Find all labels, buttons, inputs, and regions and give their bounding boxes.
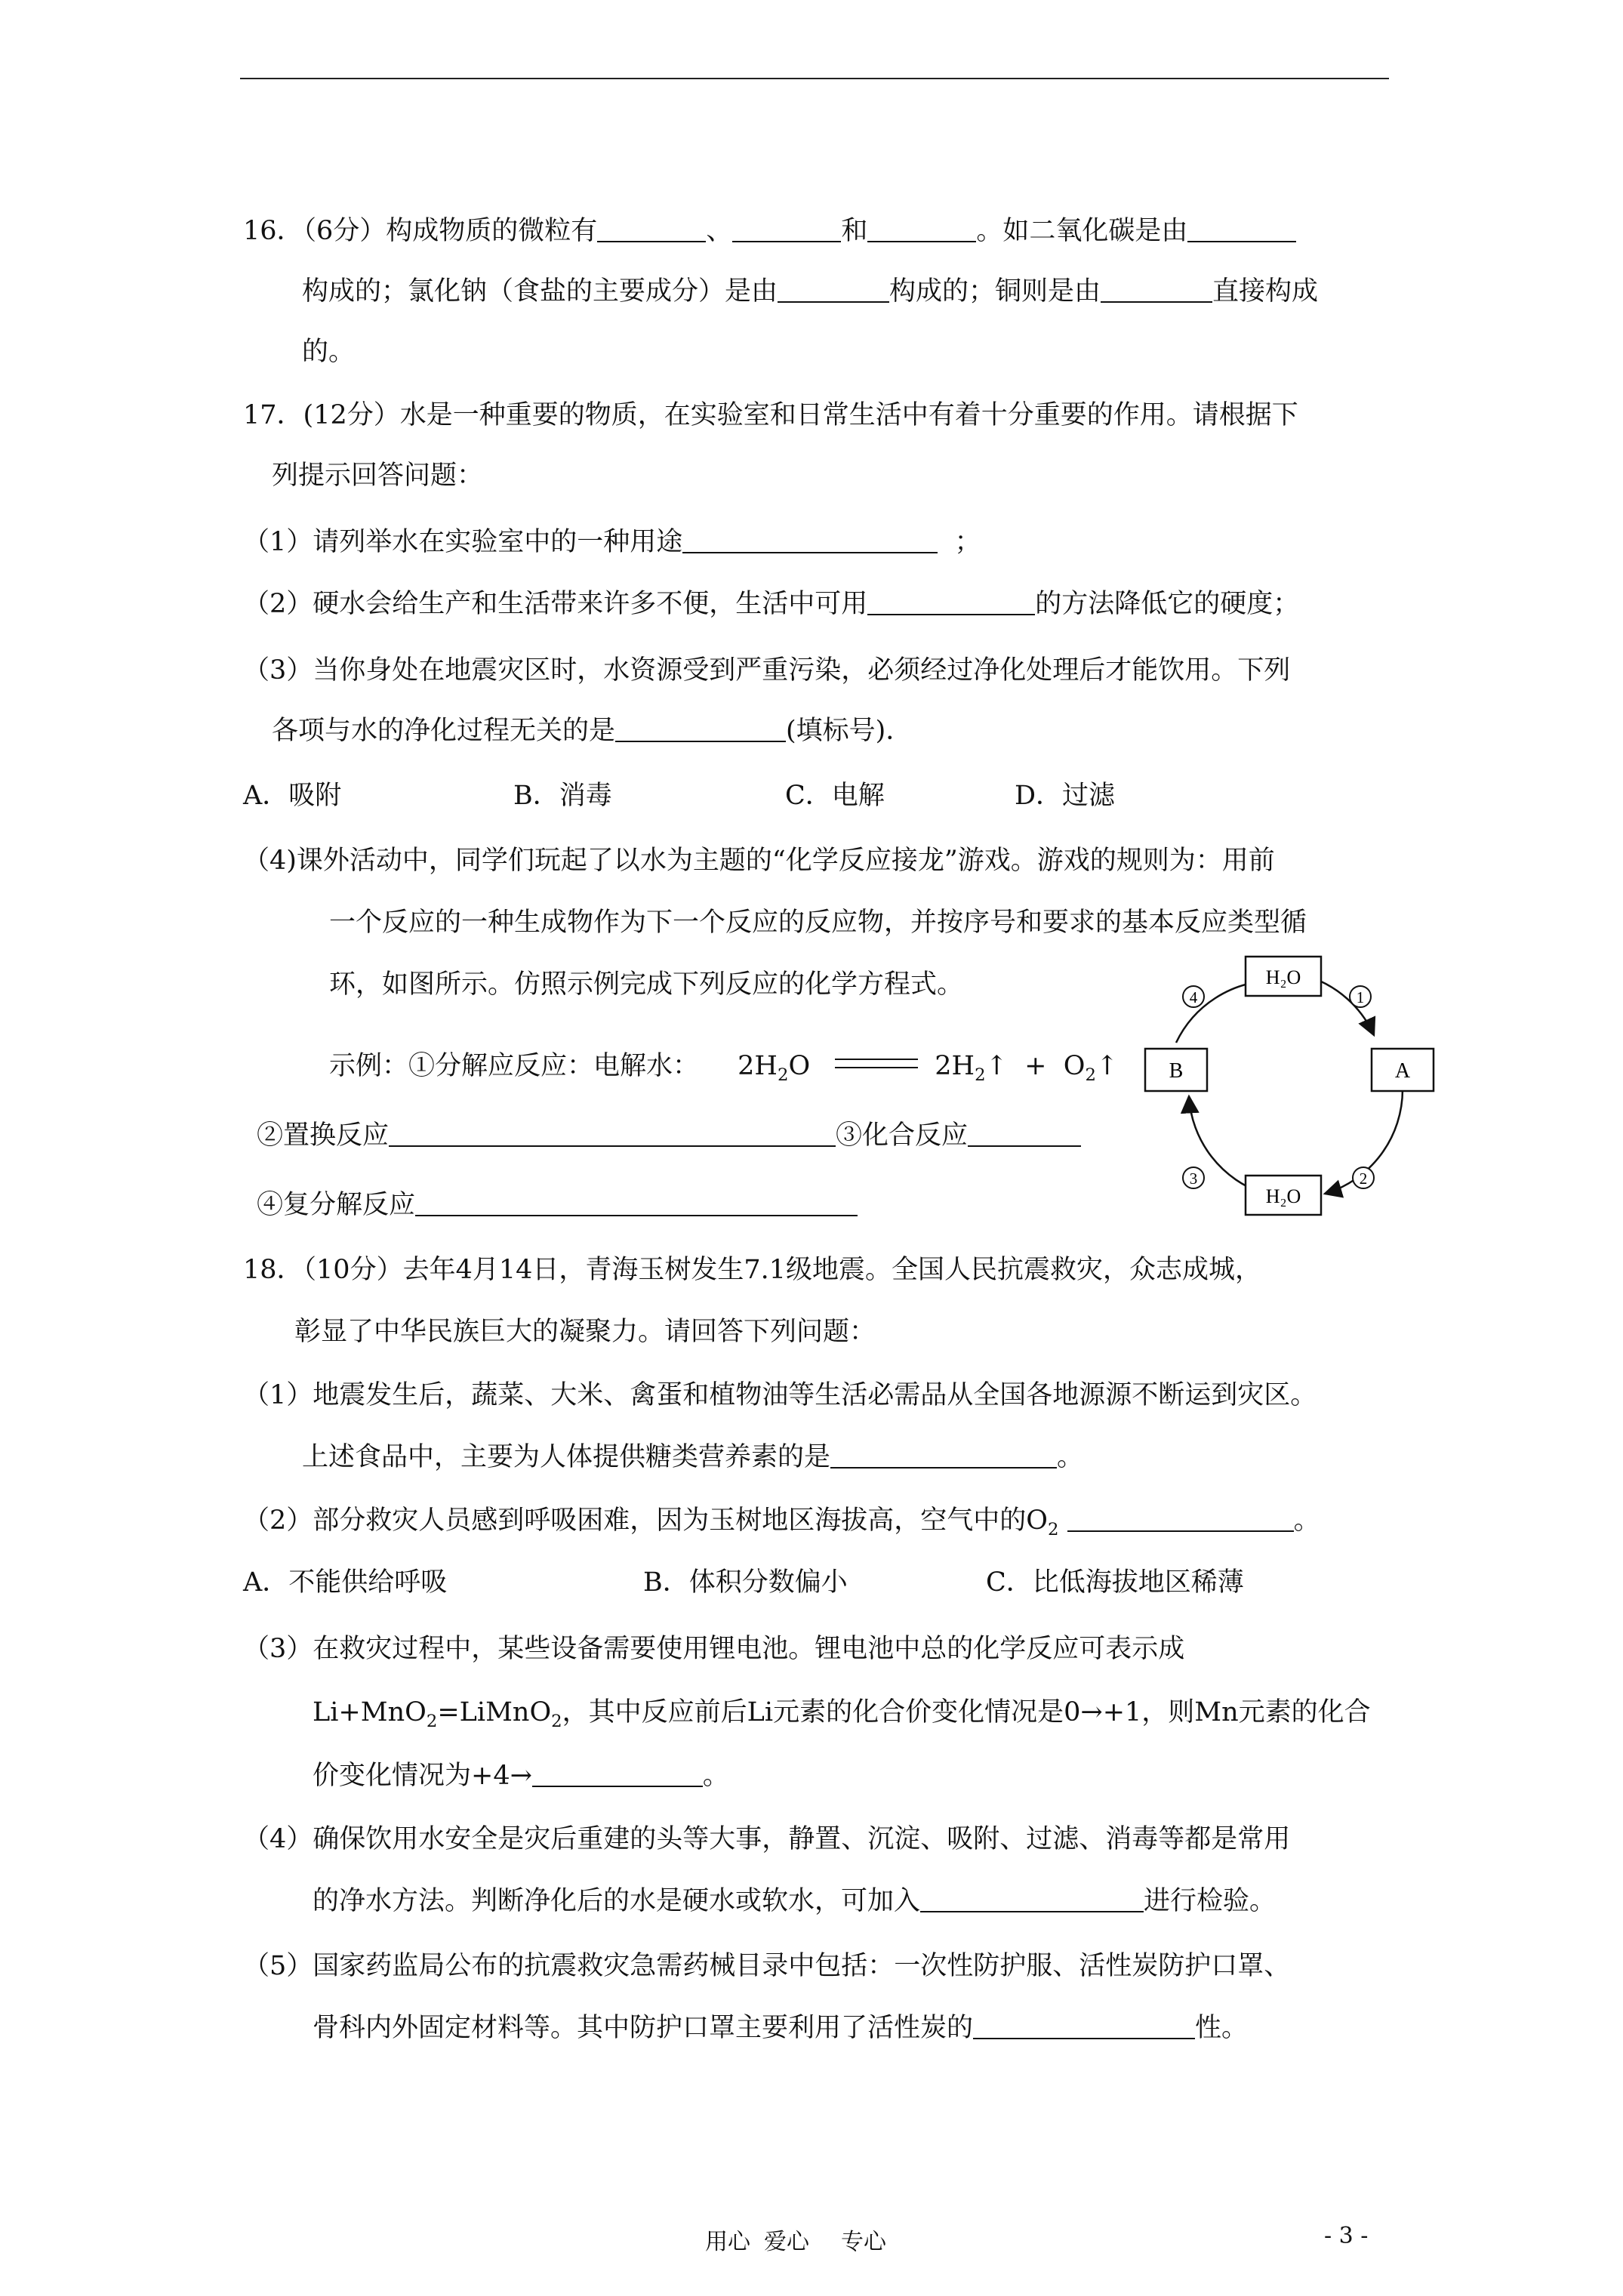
reaction-cycle-diagram	[1144, 955, 1442, 1234]
q17-part3a: （3）当你身处在地震灾区时，水资源受到严重污染，必须经过净化处理后才能饮用。下列	[243, 655, 1291, 686]
page-number: - 3 -	[1324, 2223, 1369, 2249]
example-label: 示例：①分解应反应：电解水：	[329, 1051, 700, 1081]
q18-part4b	[313, 1883, 1276, 1919]
step-4-number: 4	[1189, 988, 1198, 1006]
q18-part1b	[302, 1439, 1083, 1475]
answer-blank[interactable]	[968, 1123, 1081, 1147]
q16-text: 和	[841, 216, 868, 246]
q18-text: 性。	[1195, 2013, 1249, 2043]
answer-blank[interactable]	[389, 1123, 836, 1147]
example-equation	[329, 1048, 1118, 1093]
subscript: 2	[975, 1065, 986, 1085]
equation-term: O	[788, 1051, 811, 1081]
answer-blank[interactable]	[1187, 218, 1296, 242]
q16-line1	[243, 213, 1296, 249]
q18-part3c	[313, 1758, 729, 1794]
q18-option-c: C．比低海拔地区稀薄	[986, 1567, 1244, 1598]
equation-term: O	[1063, 1051, 1086, 1081]
q17-line2: 列提示回答问题：	[272, 461, 484, 491]
q16-text: 构成的；铜则是由	[889, 276, 1101, 307]
answer-blank[interactable]	[830, 1444, 1057, 1469]
reaction-4-line	[257, 1187, 858, 1223]
equals-sign	[835, 1059, 918, 1068]
q18-part1a: （1）地震发生后，蔬菜、大米、禽蛋和植物油等生活必需品从全国各地源源不断运到灾区。	[243, 1380, 1317, 1410]
answer-blank[interactable]	[682, 529, 938, 553]
reaction-2-line	[257, 1117, 1081, 1154]
box-right-label: A	[1394, 1059, 1411, 1083]
answer-blank[interactable]	[1067, 1508, 1294, 1532]
answer-blank[interactable]	[920, 1888, 1144, 1912]
answer-blank[interactable]	[1101, 279, 1212, 303]
q18-option-a: A．不能供给呼吸	[243, 1567, 448, 1598]
answer-blank[interactable]	[615, 718, 786, 742]
q18-part2	[243, 1502, 1320, 1548]
answer-blank[interactable]	[597, 218, 706, 242]
q17-part2	[243, 586, 1299, 622]
q17-option-a: A．吸附	[243, 781, 342, 811]
q17-option-c: C．电解	[785, 781, 885, 811]
q18-part3b	[313, 1694, 1371, 1740]
q18-text: =LiMnO	[437, 1697, 552, 1727]
subscript: 2	[777, 1065, 789, 1085]
answer-blank[interactable]	[867, 591, 1035, 615]
subscript: 2	[551, 1712, 562, 1731]
q17-text: （1）请列举水在实验室中的一种用途	[243, 527, 683, 557]
q17-option-b: B．消毒	[513, 781, 612, 811]
box-top-label: H₂O	[1265, 966, 1301, 988]
answer-blank[interactable]	[867, 218, 976, 242]
plus-sign: +	[1024, 1051, 1047, 1081]
q16-text: 构成的；氯化钠（食盐的主要成分）是由	[302, 276, 778, 307]
q18-text: 骨科内外固定材料等。其中防护口罩主要利用了活性炭的	[313, 2013, 974, 2043]
up-arrow-icon: ↑	[1095, 1051, 1119, 1081]
footer-motto-3: 专心	[841, 2229, 886, 2255]
q18-text: 。	[702, 1761, 729, 1791]
subscript: 2	[426, 1712, 438, 1731]
q18-part5b	[313, 2010, 1248, 2046]
subscript: 2	[1085, 1065, 1096, 1085]
box-left-label: B	[1169, 1059, 1184, 1083]
q16-text: 16．（6分）构成物质的微粒有	[243, 216, 598, 246]
q17-part4c: 环，如图所示。仿照示例完成下列反应的化学方程式。	[329, 969, 964, 1000]
footer-motto-2: 爱心	[764, 2229, 809, 2255]
equation-term: 2H	[935, 1051, 975, 1081]
q18-text: 的净水方法。判断净化后的水是硬水或软水，可加入	[313, 1886, 921, 1916]
q17-text: ；	[954, 527, 981, 557]
q16-text: 直接构成	[1212, 276, 1319, 307]
q18-option-b: B．体积分数偏小	[643, 1567, 848, 1598]
q16-line2	[302, 273, 1318, 310]
q18-text: ，其中反应前后Li元素的化合价变化情况是0→+1，则Mn元素的化合	[562, 1697, 1371, 1727]
q16-text: 。如二氧化碳是由	[976, 216, 1188, 246]
q18-text: 价变化情况为+4→	[313, 1761, 532, 1791]
q16-line3: 的。	[302, 337, 356, 367]
q18-text: 。	[1057, 1442, 1084, 1472]
q18-line2: 彰显了中华民族巨大的凝聚力。请回答下列问题：	[294, 1317, 876, 1347]
q18-part4a: （4）确保饮用水安全是灾后重建的头等大事，静置、沉淀、吸附、过滤、消毒等都是常用	[243, 1824, 1291, 1854]
q17-part3b	[272, 713, 912, 749]
q17-text: (填标号)．	[786, 716, 913, 746]
q17-option-d: D．过滤	[1015, 781, 1116, 811]
box-bottom-label: H₂O	[1265, 1185, 1301, 1207]
q18-text: （2）部分救灾人员感到呼吸困难，因为玉树地区海拔高，空气中的O	[243, 1505, 1048, 1536]
q17-part4b: 一个反应的一种生成物作为下一个反应的反应物，并按序号和要求的基本反应类型循	[329, 908, 1307, 938]
step-2-number: 2	[1359, 1170, 1368, 1188]
q17-line1: 17．(12分）水是一种重要的物质，在实验室和日常生活中有着十分重要的作用。请根据下	[243, 400, 1298, 430]
step-1-number: 1	[1356, 988, 1365, 1006]
header-rule	[240, 78, 1389, 79]
reaction-3-label: ③化合反应	[836, 1120, 969, 1151]
answer-blank[interactable]	[732, 218, 841, 242]
answer-blank[interactable]	[415, 1192, 858, 1216]
q17-text: 的方法降低它的硬度；	[1035, 589, 1300, 619]
reaction-2-label: ②置换反应	[257, 1120, 390, 1151]
q17-part1	[243, 524, 981, 560]
q18-text: 。	[1293, 1505, 1320, 1536]
step-3-number: 3	[1189, 1170, 1198, 1188]
q17-text: 各项与水的净化过程无关的是	[272, 716, 616, 746]
q18-line1: 18．（10分）去年4月14日，青海玉树发生7.1级地震。全国人民抗震救灾，众志成城，	[243, 1255, 1262, 1285]
answer-blank[interactable]	[532, 1763, 703, 1787]
answer-blank[interactable]	[973, 2015, 1195, 2039]
subscript: 2	[1047, 1520, 1059, 1539]
q18-part5a: （5）国家药监局公布的抗震救灾急需药械目录中包括：一次性防护服、活性炭防护口罩、	[243, 1951, 1291, 1981]
equation-term: 2H	[738, 1051, 778, 1081]
q18-text: 进行检验。	[1144, 1886, 1277, 1916]
q16-text: 、	[706, 216, 733, 246]
answer-blank[interactable]	[778, 279, 889, 303]
footer-motto-1: 用心	[705, 2229, 750, 2255]
q17-text: （2）硬水会给生产和生活带来许多不便，生活中可用	[243, 589, 868, 619]
reaction-4-label: ④复分解反应	[257, 1190, 416, 1220]
q18-part3a: （3）在救灾过程中，某些设备需要使用锂电池。锂电池中总的化学反应可表示成	[243, 1634, 1185, 1664]
q18-text: Li+MnO	[313, 1697, 427, 1727]
q18-text: 上述食品中，主要为人体提供糖类营养素的是	[302, 1442, 831, 1472]
q17-part4a: （4)课外活动中，同学们玩起了以水为主题的“化学反应接龙”游戏。游戏的规则为：用前	[243, 846, 1275, 876]
up-arrow-icon: ↑	[985, 1051, 1008, 1081]
